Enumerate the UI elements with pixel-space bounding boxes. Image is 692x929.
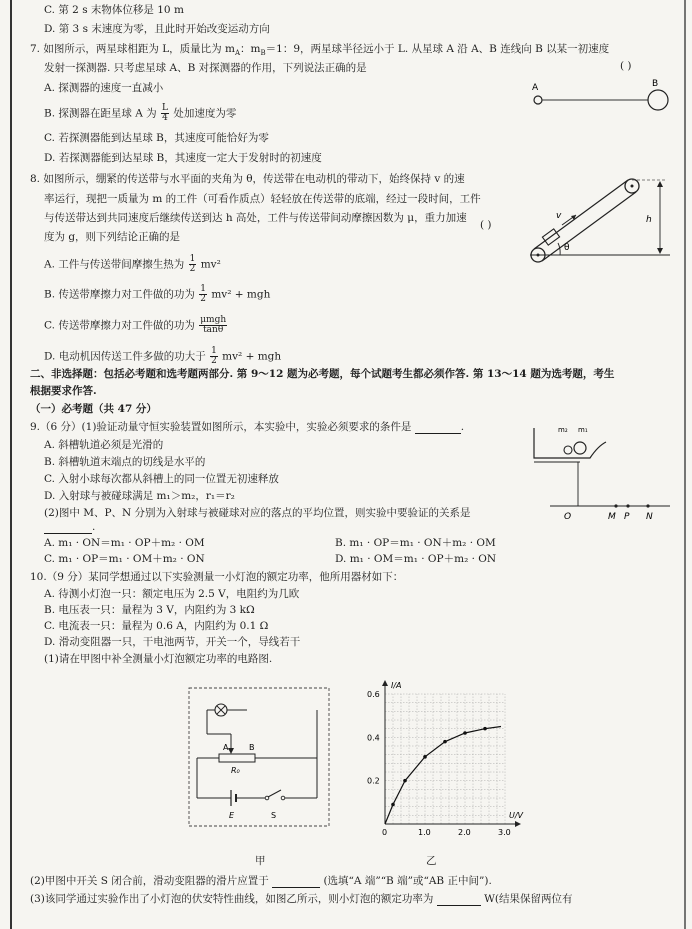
label-o: O (564, 512, 572, 522)
q8d-frac-den: 2 (211, 356, 217, 366)
theta-label: θ (564, 243, 570, 253)
label-s: S (271, 811, 277, 820)
q10-item-c: C. 电流表一只：量程为 0.6 A，内阻约为 0.1 Ω (44, 620, 269, 632)
q9-figure (520, 418, 680, 522)
data-point (423, 755, 427, 759)
data-point (483, 727, 487, 731)
q8-option-b (44, 285, 270, 304)
circuit-dashed-frame (189, 688, 329, 826)
iu-chart (355, 672, 530, 847)
q10-sub3-text: (3)该同学通过实验作出了小灯泡的伏安特性曲线，如图乙所示，则小灯泡的额定功率为 (30, 893, 434, 905)
data-point (403, 779, 407, 783)
q8b-frac-num: 1 (200, 284, 206, 294)
q9-option-c: C. 入射小球每次都从斜槽上的同一位置无初速释放 (44, 473, 279, 485)
circuit-caption: 甲 (255, 855, 266, 867)
q10-item-b: B. 电压表一只：量程为 3 V，内阻约为 3 kΩ (44, 604, 255, 616)
star-a-label: A (532, 83, 539, 93)
q9-answer-blank-2[interactable] (44, 523, 92, 534)
x-tick-label: 0 (382, 828, 388, 837)
q10-sub3-blank[interactable] (437, 895, 481, 906)
y-tick-label: 0.2 (367, 776, 380, 786)
q9-stem-text: 9.（6 分）(1)验证动量守恒实验装置如图所示，本实验中，实验必须要求的条件是 (30, 421, 412, 433)
q10-sub2-choices: (选填“A 端”“B 端”或“AB 正中间”). (323, 875, 492, 887)
q8b-fraction (199, 285, 207, 304)
q8-option-a-expr: mv² (200, 258, 221, 271)
scan-edge-right (684, 0, 686, 929)
switch-contact-right (281, 796, 285, 800)
q8d-frac-num: 1 (211, 346, 217, 356)
q8-stem-line1: 8. 如图所示，绷紧的传送带与水平面的夹角为 θ，传送带在电动机的带动下，始终保持 v 的速 (30, 173, 465, 185)
q9-relation-c: C. m₁ · OP＝m₁ · OM＋m₂ · ON (44, 553, 205, 565)
data-point (391, 803, 395, 807)
label-e: E (229, 811, 235, 820)
circuit-figure (185, 686, 335, 846)
q8c-frac-den: tanθ (203, 325, 224, 335)
q8b-frac-den: 2 (200, 294, 206, 304)
q10-sub2 (30, 875, 492, 888)
q10-sub2-text: (2)甲图中开关 S 闭合前，滑动变阻器的滑片应置于 (30, 875, 269, 887)
section-2-header-line1: 二、非选择题：包括必考题和选考题两部分. 第 9～12 题为必考题，每个试题考生都必须作答. 第 13～14 题为选考题，考生 (30, 368, 615, 380)
label-a: A (223, 743, 229, 752)
q9-answer-blank-2-row: . (44, 521, 95, 534)
height-arrow-down (657, 248, 663, 254)
q8-stem-line2: 率运行，现把一质量为 m 的工件（可看作质点）轻轻放在传送带的底端，经过一段时间，工件 (44, 193, 481, 205)
point-p (626, 504, 629, 507)
q8-stem-line4: 度为 g，则下列结论正确的是 (44, 231, 181, 243)
q7-stem-text-b: ：m (240, 43, 261, 55)
point-m (614, 504, 617, 507)
q8-option-d (44, 347, 281, 366)
q9-stem-line1: 9.（6 分）(1)验证动量守恒实验装置如图所示，本实验中，实验必须要求的条件是 . (30, 421, 465, 433)
q7-option-b-text2: 处加速度为零 (173, 107, 237, 120)
label-m: M (608, 512, 616, 522)
q9-answer-blank-1[interactable] (415, 423, 461, 434)
ball-m1-icon (574, 442, 586, 454)
q7-stem-line2: 发射一探测器. 只考虑星球 A、B 对探测器的作用，下列说法正确的是 (44, 62, 367, 74)
star-a-icon (534, 96, 542, 104)
q7-option-b-text: B. 探测器在距星球 A 为 (44, 107, 157, 120)
y-tick-label: 0.4 (367, 733, 380, 743)
q8-option-c-text: C. 传送带摩擦力对工件做的功为 (44, 319, 195, 332)
q8-option-a (44, 255, 221, 274)
q7-fraction (161, 104, 169, 123)
q8-option-c (44, 316, 228, 335)
q10-sub1: (1)请在甲图中补全测量小灯泡额定功率的电路图. (44, 653, 273, 665)
label-r0: R₀ (231, 766, 240, 775)
q9-relation-a: A. m₁ · ON＝m₁ · OP＋m₂ · OM (44, 537, 205, 549)
q9-relation-d: D. m₁ · OM＝m₁ · OP＋m₂ · ON (335, 553, 497, 565)
q7-sub-b: B (260, 49, 266, 58)
star-b-icon (648, 90, 668, 110)
belt-lower (542, 192, 636, 261)
q10-item-d: D. 滑动变阻器一只，干电池两节，开关一个，导线若干 (44, 636, 301, 648)
scan-edge-left (10, 0, 12, 929)
q7-option-b (44, 104, 236, 123)
section-2-subheader: （一）必考题（共 47 分） (30, 403, 157, 415)
label-p: P (624, 512, 630, 522)
pulley-axle-top (631, 185, 634, 188)
y-tick-label: 0.6 (367, 690, 380, 699)
q8-figure (520, 170, 690, 270)
point-n (646, 504, 649, 507)
belt-upper (534, 180, 628, 249)
q9-option-d: D. 入射球与被碰球满足 m₁＞m₂，r₁＝r₂ (44, 490, 235, 502)
q7-stem-line1 (30, 43, 609, 60)
slider-arrow (228, 748, 234, 754)
q9-option-b: B. 斜槽轨道末端点的切线是水平的 (44, 456, 206, 468)
q8a-frac-den: 2 (189, 264, 196, 274)
q8c-frac-num: μmgh (200, 315, 227, 325)
q9-stem-line2: (2)图中 M、P、N 分别为入射球与被碰球对应的落点的平均位置，则实验中要验证的关系是 (44, 507, 471, 519)
data-point (443, 740, 447, 744)
q7-stem-text-a: 7. 如图所示，两星球相距为 L，质量比为 m (30, 43, 235, 55)
q8-option-d-expr: mv² + mgh (222, 350, 282, 363)
q8a-frac-num: 1 (189, 254, 196, 264)
data-point (463, 731, 467, 735)
height-arrow-up (657, 181, 663, 187)
q8-answer-paren: ( ) (480, 219, 492, 231)
q10-stem: 10.（9 分）某同学想通过以下实验测量一小灯泡的额定功率，他所用器材如下： (30, 571, 404, 583)
q6-option-c: C. 第 2 s 末物体位移是 10 m (44, 4, 184, 16)
q7-option-c: C. 若探测器能到达星球 B，其速度可能恰好为零 (44, 132, 269, 144)
q10-sub3 (30, 893, 572, 906)
q7-option-a: A. 探测器的速度一直减小 (44, 82, 164, 94)
q7-option-d: D. 若探测器能到达星球 B，其速度一定大于发射时的初速度 (44, 152, 322, 164)
x-tick-label: 1.0 (418, 828, 431, 837)
label-m2: m₂ (558, 426, 568, 434)
switch-lever (268, 790, 281, 797)
x-axis-label: U/V (509, 811, 524, 820)
rheostat-body (219, 754, 255, 762)
q8a-fraction (189, 255, 197, 274)
q10-sub3-tail: W(结果保留两位有 (484, 893, 573, 905)
q8d-fraction (210, 347, 218, 366)
q8-option-d-text: D. 电动机因传送工件多做的功大于 (44, 350, 206, 363)
iu-curve (385, 727, 501, 825)
q10-item-a: A. 待测小灯泡一只：额定电压为 2.5 V，电阻约为几欧 (44, 588, 300, 600)
q8-option-a-text: A. 工件与传送带间摩擦生热为 (44, 258, 185, 271)
label-m1: m₁ (578, 426, 588, 434)
q7-stem-text-c: ＝1：9，两星球半径远小于 L. 从星球 A 沿 A、B 连线向 B 以某一初速度 (265, 43, 610, 55)
q9-option-a: A. 斜槽轨道必须是光滑的 (44, 439, 164, 451)
q8-option-b-text: B. 传送带摩擦力对工件做的功为 (44, 288, 195, 301)
q8-stem-line3: 与传送带达到共同速度后继续传送到达 h 高处，工件与传送带间动摩擦因数为 μ，重力加速 (44, 212, 467, 224)
x-axis-arrow (515, 821, 521, 827)
q7-figure (520, 78, 680, 118)
label-n: N (646, 512, 653, 522)
q9-relation-b: B. m₁ · OP＝m₁ · ON＋m₂ · OM (335, 537, 496, 549)
label-b: B (249, 743, 255, 752)
q7-frac-den: 4 (162, 113, 168, 123)
q7-answer-paren: ( ) (620, 60, 632, 72)
velocity-label: v (556, 211, 562, 221)
q7-frac-num: L (162, 103, 168, 113)
star-b-label: B (652, 79, 659, 89)
q10-sub2-blank[interactable] (272, 877, 320, 888)
chart-caption: 乙 (426, 855, 437, 867)
y-axis-label: I/A (391, 681, 402, 690)
y-axis-arrow (382, 680, 388, 686)
height-label: h (646, 215, 652, 225)
q7-sub-a: A (234, 49, 241, 58)
q8c-fraction (199, 316, 227, 335)
x-tick-label: 2.0 (458, 828, 471, 837)
ball-m2-icon (564, 446, 572, 454)
q6-option-d: D. 第 3 s 末速度为零，且此时开始改变运动方向 (44, 23, 270, 35)
section-2-header-line2: 根据要求作答. (30, 385, 97, 397)
x-tick-label: 3.0 (498, 828, 511, 837)
q8-option-b-expr: mv² + mgh (211, 288, 271, 301)
